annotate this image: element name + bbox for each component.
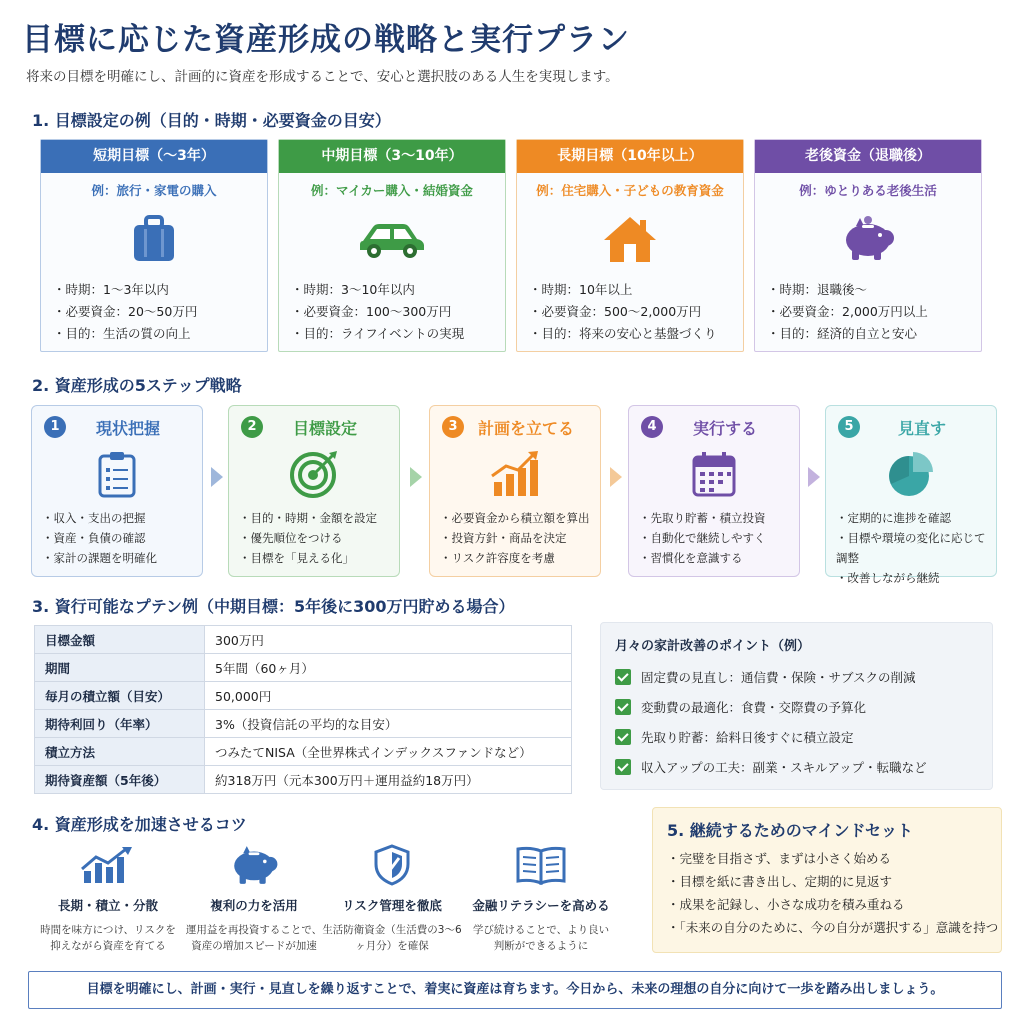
goal-item: ・ 必要資金：20〜50万円 xyxy=(53,301,267,323)
step-title: 現状把握 xyxy=(95,418,160,438)
step-item: ・ 先取り貯蓄・積立投資 xyxy=(639,508,799,528)
arrow-right-icon xyxy=(410,467,422,487)
list-item xyxy=(615,692,978,722)
checkbox-checked-icon xyxy=(615,669,631,685)
list-item: ・ 「未来の自分のために、今の自分が選択する」意識を持つ xyxy=(667,916,987,939)
tip-title: 長期・積立・分散 xyxy=(57,898,158,913)
target-icon xyxy=(229,442,399,506)
shield-icon xyxy=(322,840,462,890)
goal-example: 例：ゆとりある老後生活 xyxy=(799,183,937,198)
step-title: 実行する xyxy=(692,418,757,438)
goal-item: ・ 必要資金：2,000万円以上 xyxy=(767,301,981,323)
clipboard-icon xyxy=(32,442,202,506)
point-text: 収入アップの工夫：副業・スキルアップ・転職など xyxy=(641,760,927,775)
tip-desc: 学び続けることで、より良い判断ができるように xyxy=(472,924,610,952)
arrow-right-icon xyxy=(211,467,223,487)
step-item: ・ 改善しながら継続 xyxy=(836,568,996,588)
step-item: ・ 収入・支出の把握 xyxy=(42,508,202,528)
section4-heading: 4. 資産形成を加速させるコツ xyxy=(32,815,247,834)
goal-item: ・ 目的：経済的自立と安心 xyxy=(767,323,981,345)
calendar-icon xyxy=(629,442,799,506)
tip-desc: 生活防衛資金（生活費の3〜6ヶ月分）を確保 xyxy=(322,924,462,952)
trend-chart-icon xyxy=(38,840,178,890)
list-item xyxy=(615,722,978,752)
goal-header: 老後資金（退職後） xyxy=(755,140,981,173)
point-text: 固定費の見直し：通信費・保険・サブスクの削減 xyxy=(641,670,916,685)
list-item: ・ 成果を記録し、小さな成功を積み重ねる xyxy=(667,893,987,916)
list-item: ・ 目標を紙に書き出し、定期的に見返す xyxy=(667,870,987,893)
mindset-panel xyxy=(652,807,1002,953)
step-item: ・ 定期的に進捗を確認 xyxy=(836,508,996,528)
checkbox-checked-icon xyxy=(615,699,631,715)
table-label: 期待資産額（5年後） xyxy=(35,766,205,794)
points-heading: 月々の家計改善のポイント（例） xyxy=(615,639,811,654)
car-icon xyxy=(279,199,505,279)
step-item: ・ 家計の課題を明確化 xyxy=(42,548,202,568)
goal-item: ・ 目的：生活の質の向上 xyxy=(53,323,267,345)
table-value: 3%（投資信託の平均的な目安） xyxy=(205,710,572,738)
step-item: ・ 目標を「見える化」 xyxy=(239,548,399,568)
table-label: 毎月の積立額（目安） xyxy=(35,682,205,710)
page-subtitle: 将来の目標を明確にし、計画的に資産を形成することで、安心と選択肢のある人生を実現します。 xyxy=(26,69,619,85)
step-card-4 xyxy=(628,405,800,577)
table-value: 約318万円（元本300万円＋運用益約18万円） xyxy=(205,766,572,794)
table-value: つみたてNISA（全世界株式インデックスファンドなど） xyxy=(205,738,572,766)
footer-banner: 目標を明確にし、計画・実行・見直しを繰り返すことで、着実に資産は育ちます。今日から、未来の理想の自分に向けて一歩を踏み出しましょう。 xyxy=(28,971,1002,1009)
list-item xyxy=(615,752,978,782)
piggy-bank-icon xyxy=(755,199,981,279)
step-item: ・ 目標や環境の変化に応じて調整 xyxy=(836,528,996,568)
step-card-5 xyxy=(825,405,997,585)
tip-card-1 xyxy=(38,840,178,954)
table-value: 5年間（60ヶ月） xyxy=(205,654,572,682)
tip-desc: 運用益を再投資することで、資産の増加スピードが加速 xyxy=(185,924,323,952)
section5-heading: 5. 継続するためのマインドセット xyxy=(667,821,913,840)
table-row xyxy=(35,682,572,710)
section1-heading: 1. 目標設定の例（目的・時期・必要資金の目安） xyxy=(32,111,391,130)
goal-example: 例：住宅購入・子どもの教育資金 xyxy=(536,183,724,198)
step-card-2 xyxy=(228,405,400,577)
goal-card-long xyxy=(516,139,744,352)
step-card-1 xyxy=(31,405,203,577)
step-number: 5 xyxy=(838,416,860,438)
step-number: 4 xyxy=(641,416,663,438)
budget-points-panel xyxy=(600,622,993,790)
point-text: 先取り貯蓄：給料日後すぐに積立設定 xyxy=(641,730,854,745)
goal-item: ・ 時期：10年以上 xyxy=(529,279,743,301)
goal-header: 中期目標（3〜10年） xyxy=(279,140,505,173)
step-number: 3 xyxy=(442,416,464,438)
goal-example: 例：マイカー購入・結婚資金 xyxy=(311,183,473,198)
pie-chart-icon xyxy=(826,442,996,506)
goal-card-retirement xyxy=(754,139,982,352)
step-number: 2 xyxy=(241,416,263,438)
goal-header: 長期目標（10年以上） xyxy=(517,140,743,173)
plan-table xyxy=(34,625,572,794)
growth-chart-icon xyxy=(430,442,600,506)
step-item: ・ 優先順位をつける xyxy=(239,528,399,548)
book-icon xyxy=(471,840,611,890)
step-title: 計画を立てる xyxy=(477,418,574,438)
point-text: 変動費の最適化：食費・交際費の予算化 xyxy=(641,700,867,715)
tip-title: 金融リテラシーを高める xyxy=(472,898,610,913)
table-label: 期間 xyxy=(35,654,205,682)
table-label: 期待利回り（年率） xyxy=(35,710,205,738)
section2-heading: 2. 資産形成の5ステップ戦略 xyxy=(32,376,242,395)
step-item: ・ 資産・負債の確認 xyxy=(42,528,202,548)
goal-item: ・ 時期：3〜10年以内 xyxy=(291,279,505,301)
list-item xyxy=(615,662,978,692)
goal-item: ・ 目的：ライフイベントの実現 xyxy=(291,323,505,345)
checkbox-checked-icon xyxy=(615,729,631,745)
tip-title: 複利の力を活用 xyxy=(210,898,298,913)
table-row xyxy=(35,710,572,738)
step-number: 1 xyxy=(44,416,66,438)
step-item: ・ 目的・時期・金額を設定 xyxy=(239,508,399,528)
goal-item: ・ 目的：将来の安心と基盤づくり xyxy=(529,323,743,345)
table-row xyxy=(35,654,572,682)
step-item: ・ 投資方針・商品を決定 xyxy=(440,528,600,548)
goal-card-mid xyxy=(278,139,506,352)
piggy-bank-icon xyxy=(184,840,324,890)
step-item: ・ 習慣化を意識する xyxy=(639,548,799,568)
step-item: ・ 自動化で継続しやすく xyxy=(639,528,799,548)
table-label: 目標金額 xyxy=(35,626,205,654)
page-title: 目標に応じた資産形成の戦略と実行プラン xyxy=(22,22,630,58)
table-row xyxy=(35,766,572,794)
goal-header: 短期目標（〜3年） xyxy=(41,140,267,173)
goal-item: ・ 必要資金：100〜300万円 xyxy=(291,301,505,323)
table-row xyxy=(35,626,572,654)
section3-heading: 3. 資行可能なプテン例（中期目標：5年後に300万円貯める場合） xyxy=(32,597,515,616)
goal-card-short xyxy=(40,139,268,352)
tip-desc: 時間を味方につけ、リスクを抑えながら資産を育てる xyxy=(40,924,176,952)
table-label: 積立方法 xyxy=(35,738,205,766)
checkbox-checked-icon xyxy=(615,759,631,775)
table-value: 50,000円 xyxy=(205,682,572,710)
goal-example: 例：旅行・家電の購入 xyxy=(91,183,217,198)
step-title: 見直す xyxy=(897,418,946,438)
suitcase-icon xyxy=(41,199,267,279)
tip-card-3 xyxy=(322,840,462,954)
goal-item: ・ 必要資金：500〜2,000万円 xyxy=(529,301,743,323)
tip-title: リスク管理を徹底 xyxy=(342,898,442,913)
arrow-right-icon xyxy=(808,467,820,487)
house-icon xyxy=(517,199,743,279)
table-value: 300万円 xyxy=(205,626,572,654)
step-item: ・ リスク許容度を考慮 xyxy=(440,548,600,568)
step-item: ・ 必要資金から積立額を算出 xyxy=(440,508,600,528)
step-card-3 xyxy=(429,405,601,577)
table-row xyxy=(35,738,572,766)
goal-item: ・ 時期：退職後〜 xyxy=(767,279,981,301)
tip-card-4 xyxy=(471,840,611,954)
list-item: ・ 完璧を目指さず、まずは小さく始める xyxy=(667,847,987,870)
tip-card-2 xyxy=(184,840,324,954)
step-title: 目標設定 xyxy=(292,418,357,438)
arrow-right-icon xyxy=(610,467,622,487)
goal-item: ・ 時期：1〜3年以内 xyxy=(53,279,267,301)
